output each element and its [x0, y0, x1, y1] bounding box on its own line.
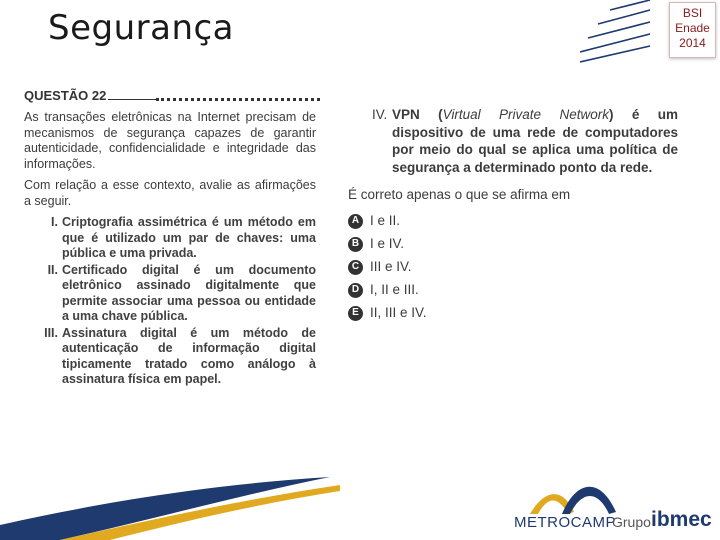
answer-options [348, 210, 678, 325]
badge-line-3: 2014 [679, 36, 706, 50]
statement-list [24, 215, 316, 388]
badge-line-1: BSI [682, 6, 703, 20]
statement-text: Criptografia assimétrica é um método em que é utilizado um par de chaves: uma pública e uma privada. [62, 215, 316, 260]
answer-option-d[interactable] [348, 279, 678, 302]
answer-option-b[interactable] [348, 233, 678, 256]
statement-item-iv [348, 106, 678, 176]
statement-item [24, 263, 316, 325]
badge-line-2: Enade [675, 21, 710, 35]
answer-option-e[interactable] [348, 302, 678, 325]
answer-lead: É correto apenas o que se afirma em [348, 187, 571, 202]
statement-number: II. [47, 262, 58, 277]
statement-number: IV. [372, 107, 388, 122]
question-intro: As transações eletrônicas na Internet precisam de mecanismos de segurança capazes de garantir autenticidade, confidencialidade e integridade das informações. [24, 110, 316, 171]
question-right-column [348, 106, 678, 325]
statement-number: I. [51, 215, 58, 229]
statement-text: Certificado digital é um documento eletrônico assinado digitalmente que permite associar uma pessoa ou entidade a uma chave pública. [62, 262, 316, 323]
option-text: I e IV. [370, 236, 405, 252]
statement-text-part: ) é um dispositivo de uma rede de computadores por meio do qual se aplica uma política de segurança a determinado ponto da rede. [392, 107, 678, 175]
option-text: III e IV. [370, 259, 412, 275]
ibmec-logo-text: ibmec [651, 508, 712, 531]
metrocamp-logo-mark-icon [524, 476, 620, 516]
answer-option-c[interactable] [348, 256, 678, 279]
option-letter-c-icon: C [348, 260, 363, 275]
swoosh-decoration [0, 465, 340, 540]
option-letter-b-icon: B [348, 237, 363, 252]
option-text: I, II e III. [370, 282, 419, 298]
statement-text: Assinatura digital é um método de autenticação de informação digital tipicamente tratado como análogo à assinatura física em papel. [62, 325, 316, 386]
slide-title: Segurança [48, 8, 235, 48]
option-text: II, III e IV. [370, 305, 427, 321]
option-letter-a-icon: A [348, 214, 363, 229]
grupo-logo-text: Grupo [612, 514, 651, 530]
statement-item [24, 326, 316, 388]
question-left-column [24, 110, 316, 389]
statement-number: III. [44, 325, 58, 340]
option-letter-e-icon: E [348, 306, 363, 321]
statement-text-part: VPN ( [392, 107, 443, 122]
metrocamp-logo-text: METROCAMP [514, 514, 616, 531]
option-letter-d-icon: D [348, 283, 363, 298]
option-text: I e II. [370, 213, 401, 229]
answer-option-a[interactable] [348, 210, 678, 233]
statement-text-italic: Virtual Private Network [442, 107, 609, 122]
statement-item [24, 215, 316, 262]
course-badge [669, 2, 716, 58]
question-header: QUESTÃO 22 [24, 88, 107, 103]
question-prompt: Com relação a esse contexto, avalie as afirmações a seguir. [24, 178, 316, 208]
